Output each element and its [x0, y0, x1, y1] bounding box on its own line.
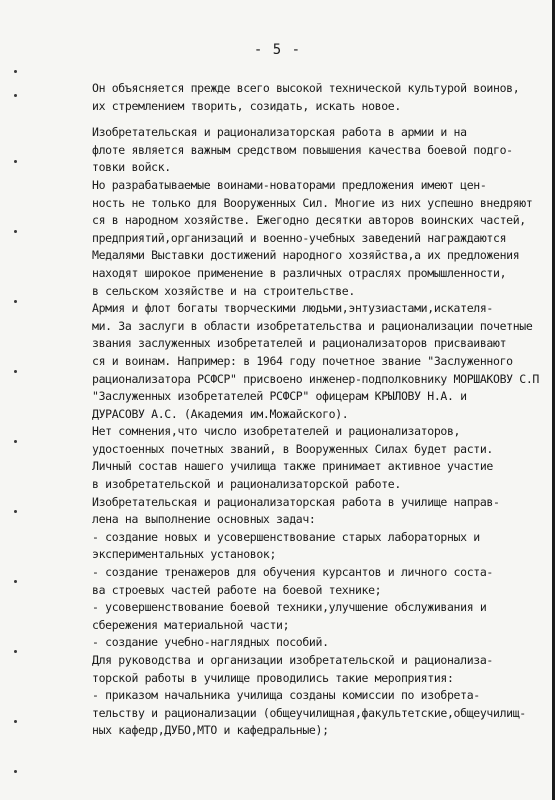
- text-line: - приказом начальника училища созданы комиссии по изобрета-: [92, 688, 480, 703]
- text-line: - усовершенствование боевой техники,улучшение обслуживания и: [92, 600, 487, 615]
- scan-mark: [14, 70, 17, 73]
- text-line: Личный состав нашего училища также принимает активное участие: [92, 459, 493, 474]
- text-line: Изобретательская и рационализаторская работа в армии и на: [92, 125, 467, 140]
- text-line: тельству и рационализации (общеучилищная,факультетские,общеучилищ-: [92, 705, 526, 720]
- text-line: сбережения материальной части;: [92, 617, 290, 632]
- text-line: Для руководства и организации изобретательской и рационализа-: [92, 653, 493, 667]
- text-line: экспериментальных установок;: [92, 547, 277, 562]
- paragraph-gap: [92, 115, 554, 124]
- text-line: "Заслуженных изобретателей РСФСР" офицерам КРЫЛОВУ Н.А. и: [92, 389, 467, 404]
- text-line: находят широкое применение в различных отраслях промышленности,: [92, 265, 507, 280]
- text-line: в изобретательской и рационализаторской работе.: [92, 477, 401, 492]
- scan-mark: [14, 650, 17, 653]
- text-line: предприятий,организаций и военно-учебных заведений награждаются: [92, 230, 507, 245]
- text-line: товки войск.: [92, 160, 171, 175]
- text-line: Он объясняется прежде всего высокой технической культурой воинов,: [92, 81, 520, 95]
- scan-mark: [14, 770, 17, 773]
- text-line: ных кафедр,ДУБО,МТО и кафедральные);: [92, 723, 329, 738]
- text-line: ся и воинам. Например: в 1964 году почетное звание "Заслуженного: [92, 353, 513, 368]
- scan-mark: [14, 440, 17, 443]
- text-line: Армия и флот богаты творческими людьми,энтузиастами,искателя-: [92, 301, 493, 316]
- page-number: - 5 -: [253, 42, 302, 58]
- text-line: ми. За заслуги в области изобретательства и рационализации почетные: [92, 318, 533, 333]
- text-line: ся в народном хозяйстве. Ежегодно десятки авторов воинских частей,: [92, 213, 526, 228]
- text-line: - создание учебно-наглядных пособий.: [92, 635, 329, 650]
- scan-mark: [14, 720, 17, 723]
- body-text: [92, 80, 554, 740]
- text-line: торской работы в училище проводились такие мероприятия:: [92, 670, 454, 685]
- text-line: лена на выполнение основных задач:: [92, 512, 316, 527]
- text-line: Нет сомнения,что число изобретателей и рационализаторов,: [92, 424, 461, 439]
- scan-mark: [14, 230, 17, 233]
- text-line: - создание новых и усовершенствование старых лабораторных и: [92, 529, 480, 544]
- text-line: их стремлением творить, созидать, искать новое.: [92, 98, 401, 113]
- text-line: рационализатора РСФСР" присвоено инженер-подполковнику МОРШАКОВУ С.П: [92, 371, 540, 386]
- scan-mark: [14, 300, 17, 303]
- text-line: звания заслуженных изобретателей и рационализаторов присваивают: [92, 336, 507, 351]
- text-line: Но разрабатываемые воинами-новаторами предложения имеют цен-: [92, 177, 487, 192]
- scan-mark: [14, 160, 17, 163]
- text-line: ва строевых частей работе на боевой технике;: [92, 582, 382, 597]
- scan-mark: [14, 94, 17, 97]
- text-line: в сельском хозяйстве и на строительстве.: [92, 283, 355, 298]
- scan-mark: [14, 510, 17, 513]
- text-line: ДУРАСОВУ А.С. (Академия им.Можайского).: [92, 406, 349, 421]
- text-line: Медалями Выставки достижений народного хозяйства,а их предложения: [92, 248, 520, 263]
- scan-mark: [14, 370, 17, 373]
- text-line: флоте является важным средством повышения качества боевой подго-: [92, 142, 513, 157]
- text-line: ность не только для Вооруженных Сил. Многие из них успешно внедряют: [92, 195, 533, 210]
- text-line: удостоенных почетных званий, в Вооруженных Силах будет расти.: [92, 441, 493, 456]
- text-line: Изобретательская и рационализаторская работа в училище направ-: [92, 494, 500, 509]
- scan-mark: [14, 580, 17, 583]
- text-line: - создание тренажеров для обучения курсантов и личного соста-: [92, 565, 493, 580]
